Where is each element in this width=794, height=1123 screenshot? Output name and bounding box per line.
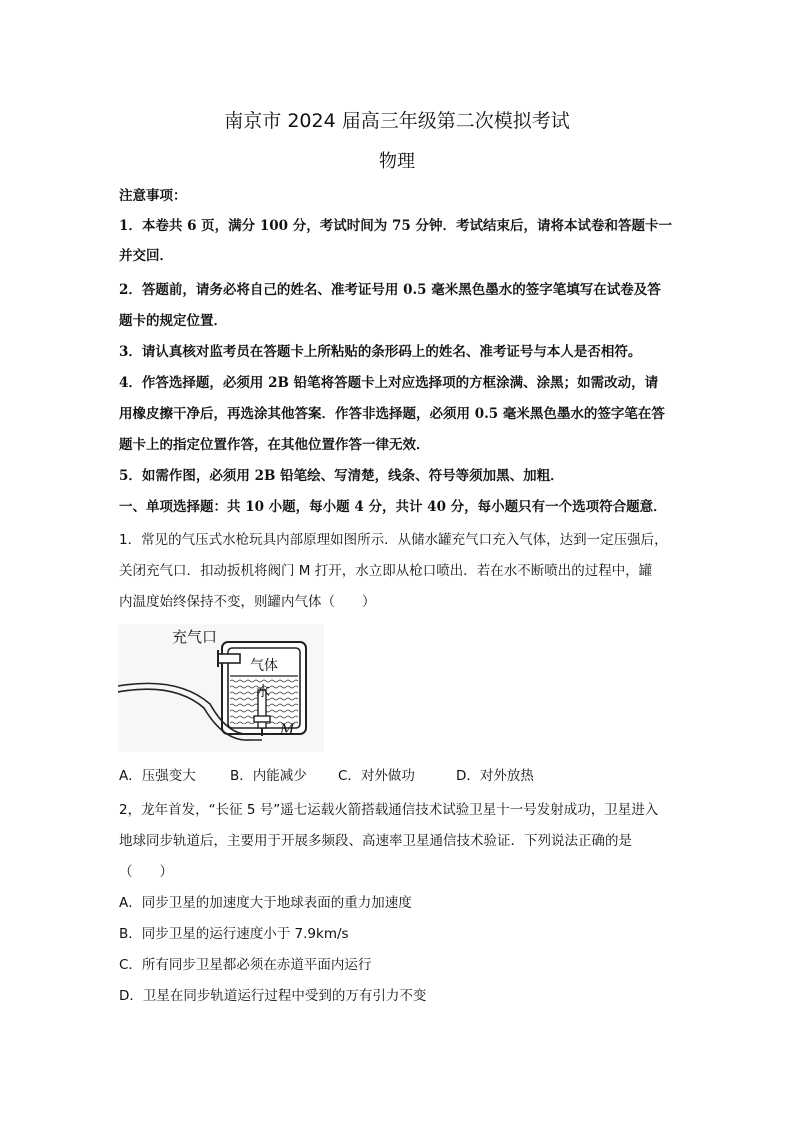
notice-line: 题卡的规定位置．: [119, 313, 227, 329]
notice-line: 3．请认真核对监考员在答题卡上所粘贴的条形码上的姓名、准考证号与本人是否相符。: [119, 344, 642, 360]
notice-line: 4．作答选择题，必须用 2B 铅笔将答题卡上对应选择项的方框涂满、涂黑；如需改动，请: [119, 375, 659, 391]
question-1-line: 1．常见的气压式水枪玩具内部原理如图所示．从储水罐充气口充入气体，达到一定压强后，: [119, 532, 668, 548]
notice-line: 并交回．: [119, 248, 173, 264]
gas-label: 气体: [250, 658, 278, 674]
exam-title: 南京市 2024 届高三年级第二次模拟考试: [224, 110, 570, 132]
water-gun-diagram: [118, 624, 324, 752]
question-2-option-a: A．同步卫星的加速度大于地球表面的重力加速度: [119, 895, 412, 911]
question-2-option-d: D．卫星在同步轨道运行过程中受到的万有引力不变: [119, 988, 427, 1004]
question-1-line: 关闭充气口．扣动扳机将阀门 M 打开，水立即从枪口喷出．若在水不断喷出的过程中，罐: [119, 563, 653, 579]
notice-heading: 注意事项：: [119, 188, 187, 204]
notice-line: 题卡上的指定位置作答，在其他位置作答一律无效．: [119, 437, 430, 453]
question-2-line: 2，龙年首发，“长征 5 号”遥七运载火箭搭载通信技术试验卫星十一号发射成功，卫星进入: [119, 802, 659, 818]
question-1-line: 内温度始终保持不变，则罐内气体（ ）: [119, 594, 376, 610]
notice-line: 2．答题前，请务必将自己的姓名、准考证号用 0.5 毫米黑色墨水的签字笔填写在试卷及答: [119, 282, 661, 298]
question-2-option-b: B．同步卫星的运行速度小于 7.9km/s: [119, 926, 349, 942]
question-2-line: （ ）: [119, 864, 173, 880]
inlet-label: 充气口: [172, 628, 218, 646]
valve-label: M: [280, 722, 295, 738]
question-1-option-b: B．内能减少: [230, 768, 307, 784]
notice-line: 1．本卷共 6 页，满分 100 分，考试时间为 75 分钟．考试结束后，请将本试卷和答题卡一: [119, 218, 672, 234]
question-1-option-c: C．对外做功: [338, 768, 415, 784]
notice-line: 5．如需作图，必须用 2B 铅笔绘、写清楚，线条、符号等须加黑、加粗．: [119, 468, 564, 484]
question-2-line: 地球同步轨道后，主要用于开展多频段、高速率卫星通信技术验证．下列说法正确的是: [119, 833, 632, 849]
water-label: 水: [256, 684, 270, 700]
subject-title: 物理: [379, 151, 415, 172]
question-1-option-a: A．压强变大: [119, 768, 196, 784]
question-2-option-c: C．所有同步卫星都必须在赤道平面内运行: [119, 957, 372, 973]
notice-line: 用橡皮擦干净后，再选涂其他答案．作答非选择题，必须用 0.5 毫米黑色墨水的签字笔在答: [119, 406, 665, 422]
question-1-option-d: D．对外放热: [456, 768, 534, 784]
section-heading: 一、单项选择题：共 10 小题，每小题 4 分，共计 40 分，每小题只有一个选项符合题意．: [119, 499, 667, 515]
